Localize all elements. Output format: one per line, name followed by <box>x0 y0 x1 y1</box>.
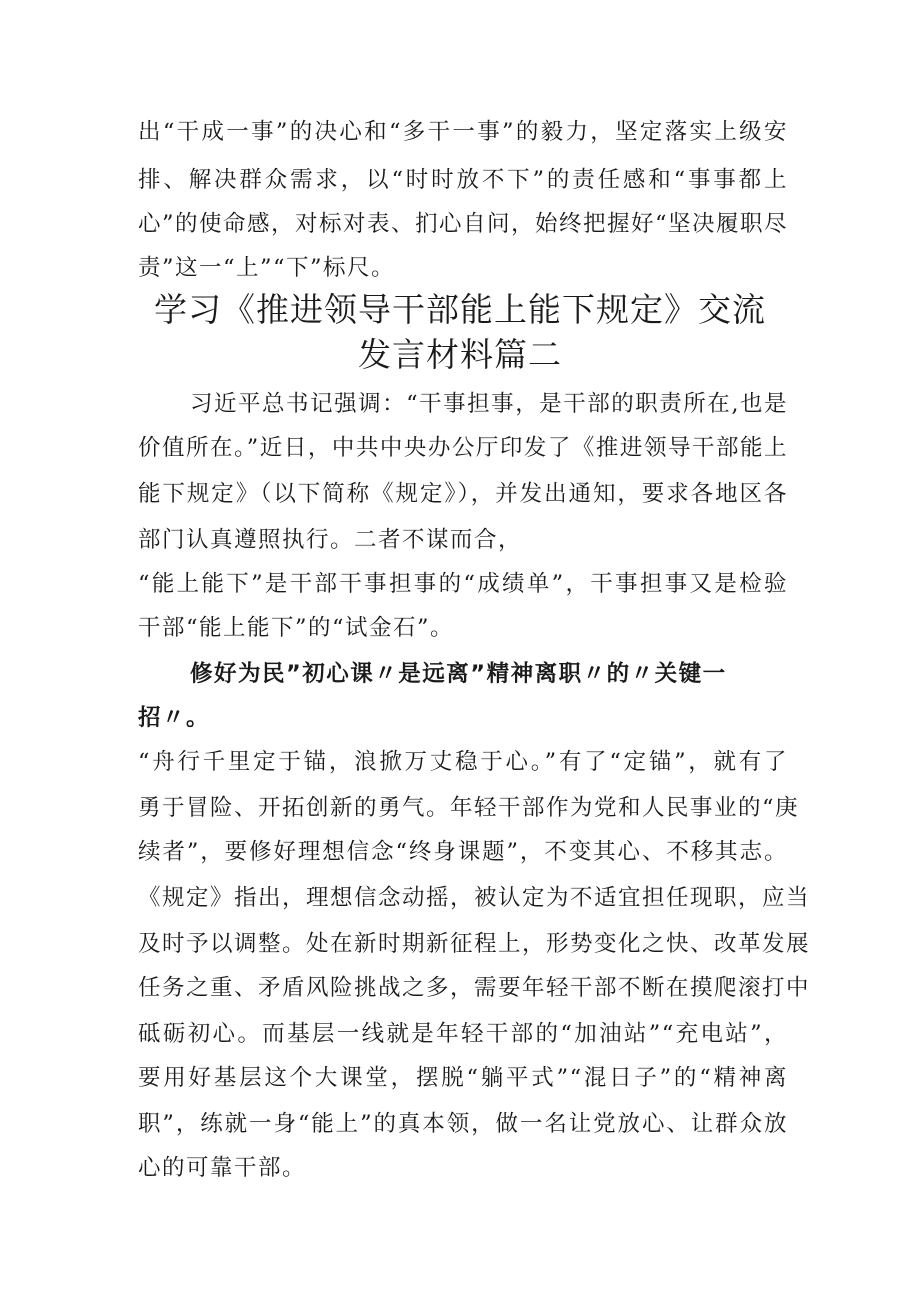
section-heading-line-2: 招〃。 <box>138 705 211 731</box>
paragraph-3-line-1: “能上能下”是干部干事担事的“成绩单”，干事担事又是检验 <box>138 571 788 597</box>
paragraph-2-line-4: 部门认真遵照执行。二者不谋而合， <box>138 527 523 553</box>
paragraph-1-line-2: 排、解决群众需求，以“时时放不下”的责任感和“事事都上 <box>138 167 788 193</box>
paragraph-1-line-3: 心”的使命感，对标对表、扪心自问，始终把握好“坚决履职尽 <box>138 211 789 237</box>
paragraph-4-line-8: 要用好基层这个大课堂，摆脱“躺平式”“混日子”的“精神离 <box>138 1065 788 1091</box>
paragraph-4-line-1: “舟行千里定于锚，浪掀万丈稳于心。”有了“定锚”，就有了 <box>138 749 788 775</box>
paragraph-4-line-9: 职”，练就一身“能上”的真本领，做一名让党放心、让群众放 <box>138 1111 788 1137</box>
paragraph-1-line-4: 责”这一“上”“下”标尺。 <box>138 255 396 281</box>
paragraph-4-line-3: 续者”，要修好理想信念“终身课题”，不变其心、不移其志。 <box>138 839 788 865</box>
paragraph-2-line-2: 价值所在。”近日，中共中央办公厅印发了《推进领导干部能上 <box>138 435 788 461</box>
paragraph-4-line-5: 及时予以调整。处在新时期新征程上，形势变化之快、改革发展 <box>138 931 811 957</box>
paragraph-1-line-1: 出“干成一事”的决心和“多干一事”的毅力，坚定落实上级安 <box>138 119 788 145</box>
paragraph-4-line-4: 《规定》指出，理想信念动摇，被认定为不适宜担任现职，应当 <box>138 885 811 911</box>
paragraph-3-line-2: 干部“能上能下”的“试金石”。 <box>138 615 455 641</box>
paragraph-2-line-1: 习近平总书记强调：“干事担事，是干部的职责所在,也是 <box>190 391 788 417</box>
paragraph-4-line-7: 砥砺初心。而基层一线就是年轻干部的“加油站”“充电站”， <box>138 1021 788 1047</box>
paragraph-2-line-3: 能下规定》（以下简称《规定》），并发出通知，要求各地区各 <box>138 481 788 507</box>
document-title-line-1: 学习《推进领导干部能上能下规定》交流 <box>154 290 766 329</box>
paragraph-4-line-2: 勇于冒险、开拓创新的勇气。年轻干部作为党和人民事业的“庚 <box>138 795 800 821</box>
document-title-line-2: 发言材料篇二 <box>358 335 562 374</box>
paragraph-4-line-6: 任务之重、矛盾风险挑战之多，需要年轻干部不断在摸爬滚打中 <box>138 975 811 1001</box>
section-heading-line-1: 修好为民”初心课〃是远离”精神离职〃的〃关键一 <box>190 661 727 687</box>
paragraph-4-line-10: 心的可靠干部。 <box>138 1155 307 1181</box>
